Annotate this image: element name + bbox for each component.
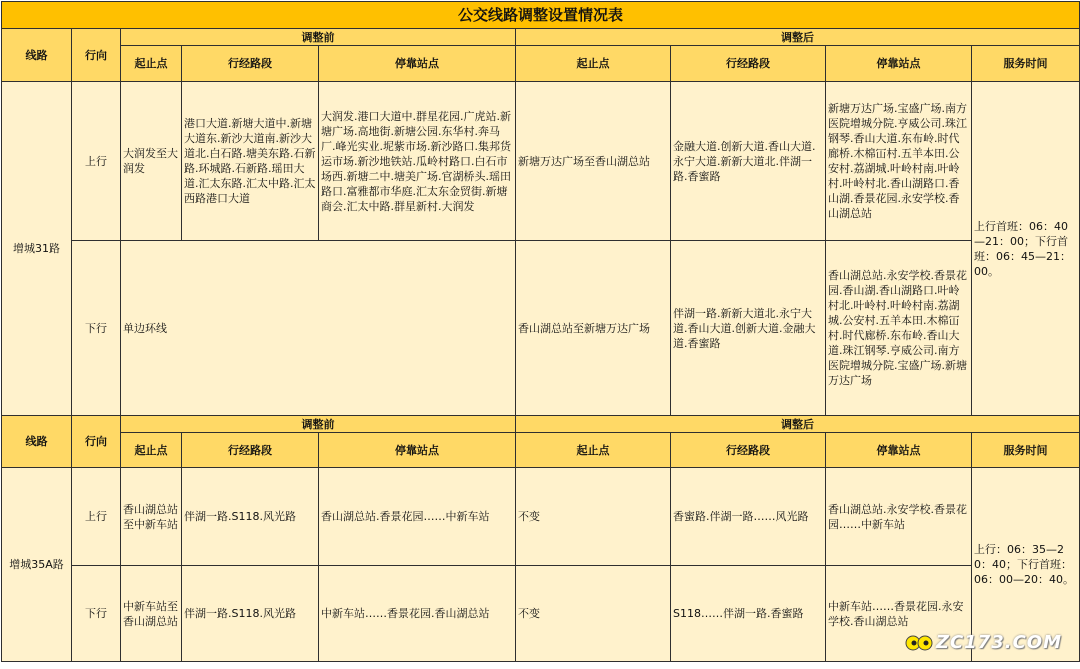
before-endpoints: 中新车站至香山湖总站 — [121, 566, 182, 662]
direction-cell: 上行 — [72, 82, 121, 241]
table-title: 公交线路调整设置情况表 — [2, 2, 1080, 29]
after-endpoints: 香山湖总站至新塘万达广场 — [516, 241, 671, 416]
watermark-text: ZC173.COM — [935, 632, 1062, 653]
route-name: 增城31路 — [2, 82, 72, 416]
header-before-endpoints: 起止点 — [121, 433, 182, 468]
header-after-stops: 停靠站点 — [826, 46, 972, 82]
header-route: 线路 — [2, 29, 72, 82]
after-path: 伴湖一路.新新大道北.永宁大道.香山大道.创新大道.金融大道.香蜜路 — [671, 241, 826, 416]
after-stops: 香山湖总站.永安学校.香景花园.香山湖.香山湖路口.叶岭村北.叶岭村.叶岭村南.荔湖城.公安村.五羊本田.木棉冚村.时代廊桥.东布岭.香山大道.珠江钢琴.亨威公司.南方医院增城分院.宝盛广场.新塘万达广场 — [826, 241, 972, 416]
header-after-path: 行经路段 — [671, 46, 826, 82]
before-path: 伴湖一路.S118.风光路 — [182, 566, 319, 662]
after-endpoints: 不变 — [516, 468, 671, 566]
header-direction: 行向 — [72, 416, 121, 468]
after-path: S118……伴湖一路.香蜜路 — [671, 566, 826, 662]
after-path: 金融大道.创新大道.香山大道.永宁大道.新新大道北.伴湖一路.香蜜路 — [671, 82, 826, 241]
before-note: 单边环线 — [121, 241, 516, 416]
header-service-time: 服务时间 — [972, 46, 1080, 82]
service-time: 上行首班：06：40—21：00；下行首班：06：45—21：00。 — [972, 82, 1080, 416]
header-before-path: 行经路段 — [182, 46, 319, 82]
before-path: 伴湖一路.S118.风光路 — [182, 468, 319, 566]
table-row — [2, 82, 1080, 241]
header-after: 调整后 — [516, 29, 1080, 46]
route-adjustment-table — [1, 1, 1080, 662]
before-endpoints: 香山湖总站至中新车站 — [121, 468, 182, 566]
header-after-endpoints: 起止点 — [516, 46, 671, 82]
direction-cell: 下行 — [72, 241, 121, 416]
header-service-time: 服务时间 — [972, 433, 1080, 468]
after-endpoints: 新塘万达广场至香山湖总站 — [516, 82, 671, 241]
before-stops: 中新车站……香景花园.香山湖总站 — [319, 566, 516, 662]
after-path: 香蜜路.伴湖一路……风光路 — [671, 468, 826, 566]
service-time: 上行：06：35—20：40；下行首班：06：00—20：40。 — [972, 468, 1080, 662]
header-before-stops: 停靠站点 — [319, 46, 516, 82]
header-after-endpoints: 起止点 — [516, 433, 671, 468]
table-row — [2, 468, 1080, 566]
header-after: 调整后 — [516, 416, 1080, 433]
header-route: 线路 — [2, 416, 72, 468]
after-stops: 新塘万达广场.宝盛广场.南方医院增城分院.亨威公司.珠江钢琴.香山大道.东布岭.时代廊桥.木棉冚村.五羊本田.公安村.荔湖城.叶岭村南.叶岭村.叶岭村北.香山湖路口.香山湖.香景花园.永安学校.香山湖总站 — [826, 82, 972, 241]
header-after-path: 行经路段 — [671, 433, 826, 468]
route-name: 增城35A路 — [2, 468, 72, 662]
header-before-stops: 停靠站点 — [319, 433, 516, 468]
after-stops: 香山湖总站.永安学校.香景花园……中新车站 — [826, 468, 972, 566]
direction-cell: 上行 — [72, 468, 121, 566]
header-before-endpoints: 起止点 — [121, 46, 182, 82]
after-stops: 中新车站……香景花园.永安学校.香山湖总站 — [826, 566, 972, 662]
header-direction: 行向 — [72, 29, 121, 82]
table-row — [2, 241, 1080, 416]
smiley-logo-icon — [904, 634, 934, 652]
before-path: 港口大道.新塘大道中.新塘大道东.新沙大道南.新沙大道北.白石路.塘美东路.石新路.环城路.石新路.瑶田大道.汇太东路.汇太中路.汇太西路港口大道 — [182, 82, 319, 241]
header-before: 调整前 — [121, 29, 516, 46]
before-stops: 香山湖总站.香景花园……中新车站 — [319, 468, 516, 566]
direction-cell: 下行 — [72, 566, 121, 662]
header-before: 调整前 — [121, 416, 516, 433]
header-before-path: 行经路段 — [182, 433, 319, 468]
after-endpoints: 不变 — [516, 566, 671, 662]
before-stops: 大润发.港口大道中.群星花园.广虎站.新塘广场.高地街.新塘公园.东华村.奔马厂.峰光实业.坭紫市场.新沙路口.集邦货运市场.新沙地铁站.瓜岭村路口.白石市场西.新塘二中.塘美广场.官湖桥头.瑶田路口.富雅都市华庭.汇太东金贸街.新塘商会.汇太中路.群星新村.大润发 — [319, 82, 516, 241]
before-endpoints: 大润发至大润发 — [121, 82, 182, 241]
watermark — [904, 632, 1062, 653]
header-after-stops: 停靠站点 — [826, 433, 972, 468]
